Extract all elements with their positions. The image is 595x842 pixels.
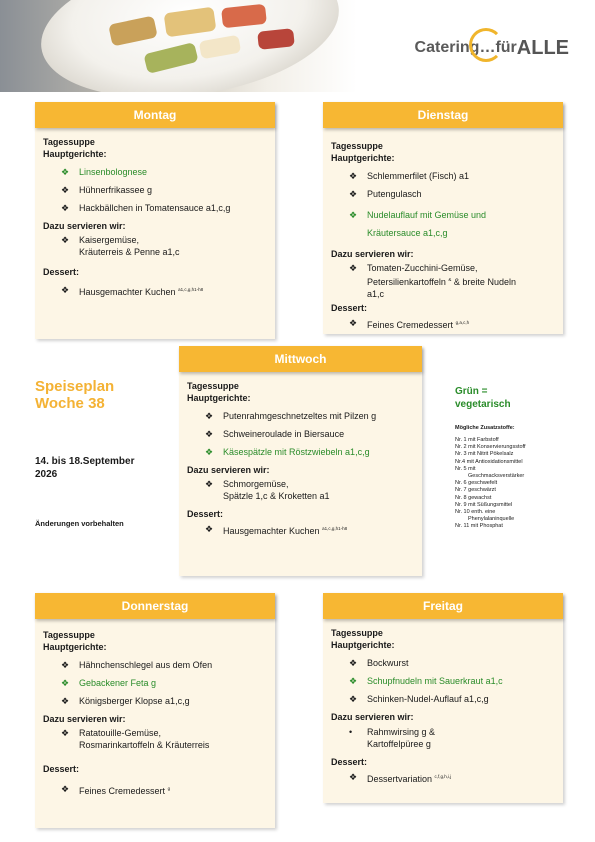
legend-item: Nr. 7 geschwärzt [455, 487, 496, 494]
plan-dates-line1: 14. bis 18.September [35, 456, 135, 467]
bullet-icon: ❖ [61, 678, 70, 688]
menu-item: ❖ Hühnerfrikassee g [61, 185, 153, 195]
legend-item: Nr. 11 mit Phosphat [455, 523, 503, 530]
menu-item: ❖ Linsenbolognese [61, 167, 148, 177]
mains-label: Hauptgerichte: [43, 642, 107, 652]
bullet-icon: ❖ [349, 210, 358, 220]
soup-label: Tagessuppe [187, 381, 239, 391]
dessert-item: ❖ Feines Cremedessert $^{g,a,c,h}$ [349, 318, 470, 330]
bullet-icon: ❖ [61, 167, 70, 177]
bullet-icon: ❖ [61, 660, 70, 670]
legend-item: Nr. 5 mit [455, 465, 476, 472]
dessert-item: ❖ Hausgemachter Kuchen $^{a1,c,g,h1-h8}$ [205, 524, 348, 536]
bullet-icon: ❖ [349, 318, 358, 328]
day-header-thursday: Donnerstag [35, 593, 275, 619]
bullet-icon: ❖ [349, 171, 358, 181]
legend-item: Nr. 2 mit Konservierungsstoff [455, 444, 526, 451]
plan-title [35, 378, 114, 412]
menu-item: ❖ Nudelauflauf mit Gemüse und Kräutersauce a1,c,g [331, 206, 557, 242]
legend-item: Nr. 8 gewachst [455, 494, 492, 501]
legend-veg-line2: vegetarisch [455, 399, 511, 410]
bullet-icon: ❖ [61, 784, 70, 794]
menu-item: ❖ Putengulasch [349, 189, 422, 199]
mains-label: Hauptgerichte: [187, 393, 251, 403]
legend-item: Phenylalaninquelle [468, 516, 515, 523]
bullet-icon: ❖ [61, 235, 70, 245]
bullet-icon: ❖ [205, 447, 214, 457]
legend-item: Nr. 3 mit Nitrit Pökelsalz [455, 451, 514, 458]
logo-text-fuer: …für [479, 39, 517, 56]
mains-label: Hauptgerichte: [331, 640, 395, 650]
day-header-friday: Freitag [323, 593, 563, 619]
dessert-item: ❖ Feines Cremedessert $^g$ [61, 784, 171, 796]
dessert-label: Dessert: [43, 764, 80, 774]
bullet-icon: ❖ [349, 263, 358, 273]
day-header-wednesday: Mittwoch [179, 346, 422, 372]
legend-item: Nr. 1 mit Farbstoff [455, 437, 499, 443]
bullet-icon: ❖ [61, 203, 70, 213]
legend-item: Nr. 9 mit Süßungsmittel [455, 501, 513, 508]
sides-item: ❖ Tomaten-Zucchini-Gemüse, Petersilienkartoffeln & & breite Nudeln a1,c [349, 263, 516, 299]
dessert-label: Dessert: [187, 509, 224, 519]
dessert-label: Dessert: [331, 757, 368, 767]
plan-dates [35, 455, 135, 481]
day-card-wednesday [179, 346, 422, 576]
sides-label: Dazu servieren wir: [187, 465, 270, 475]
sides-label: Dazu servieren wir: [43, 221, 126, 231]
sides-label: Dazu servieren wir: [331, 249, 414, 259]
menu-item: ❖ Schlemmerfilet (Fisch) a1 [349, 171, 470, 181]
logo-text-catering: Catering [414, 39, 480, 56]
plan-title-line1: Speiseplan [35, 378, 115, 395]
catering-logo [415, 36, 569, 60]
soup-label: Tagessuppe [331, 628, 383, 638]
sides-item: ❖ Schmorgemüse, Spätzle 1,c & Kroketten a1 [205, 479, 330, 501]
bullet-icon: ❖ [61, 285, 70, 295]
header-banner [0, 0, 595, 92]
menu-item: ❖ Hackbällchen in Tomatensauce a1,c,g [61, 203, 231, 213]
legend-heading: Mögliche Zusatzstoffe: [455, 425, 515, 431]
bullet-icon: ❖ [349, 772, 358, 782]
bullet-icon: ❖ [205, 524, 214, 534]
menu-item: ❖ Königsberger Klopse a1,c,g [61, 696, 190, 706]
plan-title-line2: Woche 38 [35, 395, 105, 412]
bullet-icon: ❖ [349, 189, 358, 199]
menu-item: ❖ Bockwurst [349, 658, 409, 668]
soup-label: Tagessuppe [43, 137, 95, 147]
bullet-icon: ❖ [61, 728, 70, 738]
day-card-friday [323, 593, 563, 803]
plan-dates-line2: 2026 [35, 469, 58, 480]
sides-item: ❖ Kaisergemüse, Kräuterreis & Penne a1,c [61, 235, 180, 257]
legend-item: Nr. 10 enth. eine [455, 509, 496, 516]
menu-item: ❖ Schinken-Nudel-Auflauf a1,c,g [349, 694, 489, 704]
menu-item: ❖ Hähnchenschlegel aus dem Ofen [61, 660, 213, 670]
logo-text-alle: ALLE [516, 36, 569, 59]
bullet-icon: ❖ [61, 696, 70, 706]
legend-veg-line1: Grün = [455, 386, 488, 397]
legend-item: Nr. 6 geschwefelt [455, 480, 498, 487]
soup-label: Tagessuppe [331, 141, 383, 151]
dessert-item: ❖ Hausgemachter Kuchen $^{a1,c,g,h1-h8}$ [61, 285, 204, 297]
day-header-monday: Montag [35, 102, 275, 128]
legend-item: Nr.4 mit Antioxidationsmittel [455, 458, 523, 465]
day-card-tuesday [323, 102, 563, 334]
bullet-icon: ❖ [205, 411, 214, 421]
bullet-icon: ❖ [205, 479, 214, 489]
day-header-tuesday: Dienstag [323, 102, 563, 128]
bullet-icon: ❖ [349, 694, 358, 704]
logo-ring-icon [469, 28, 503, 62]
dessert-item: ❖ Dessertvariation $^{c,f,g,h,i,j}$ [349, 772, 452, 784]
dessert-label: Dessert: [331, 303, 368, 313]
mains-label: Hauptgerichte: [331, 153, 395, 163]
soup-label: Tagessuppe [43, 630, 95, 640]
legend [455, 385, 575, 531]
changes-notice: Änderungen vorbehalten [35, 519, 124, 528]
bullet-round-icon: • [349, 727, 353, 737]
sides-item: ❖ Ratatouille-Gemüse, Rosmarinkartoffeln & Kräuterreis [61, 728, 210, 750]
bullet-icon: ❖ [61, 185, 70, 195]
sides-item: • Rahmwirsing g & Kartoffelpüree g [349, 727, 436, 749]
menu-item: ❖ Putenrahmgeschnetzeltes mit Pilzen g [205, 411, 377, 421]
day-card-thursday [35, 593, 275, 828]
sides-label: Dazu servieren wir: [43, 714, 126, 724]
menu-item: ❖ Schupfnudeln mit Sauerkraut a1,c [349, 676, 503, 686]
food-snack-6 [257, 28, 295, 50]
bullet-icon: ❖ [349, 658, 358, 668]
mains-label: Hauptgerichte: [43, 149, 107, 159]
dessert-label: Dessert: [43, 267, 80, 277]
day-card-monday [35, 102, 275, 339]
legend-item: Geschmacksverstärker [468, 473, 525, 480]
menu-item: ❖ Gebackener Feta g [61, 678, 157, 688]
sides-label: Dazu servieren wir: [331, 712, 414, 722]
bullet-icon: ❖ [349, 676, 358, 686]
bullet-icon: ❖ [205, 429, 214, 439]
menu-item: ❖ Käsespätzle mit Röstzwiebeln a1,c,g [205, 447, 370, 457]
menu-item: ❖ Schweineroulade in Biersauce [205, 429, 345, 439]
